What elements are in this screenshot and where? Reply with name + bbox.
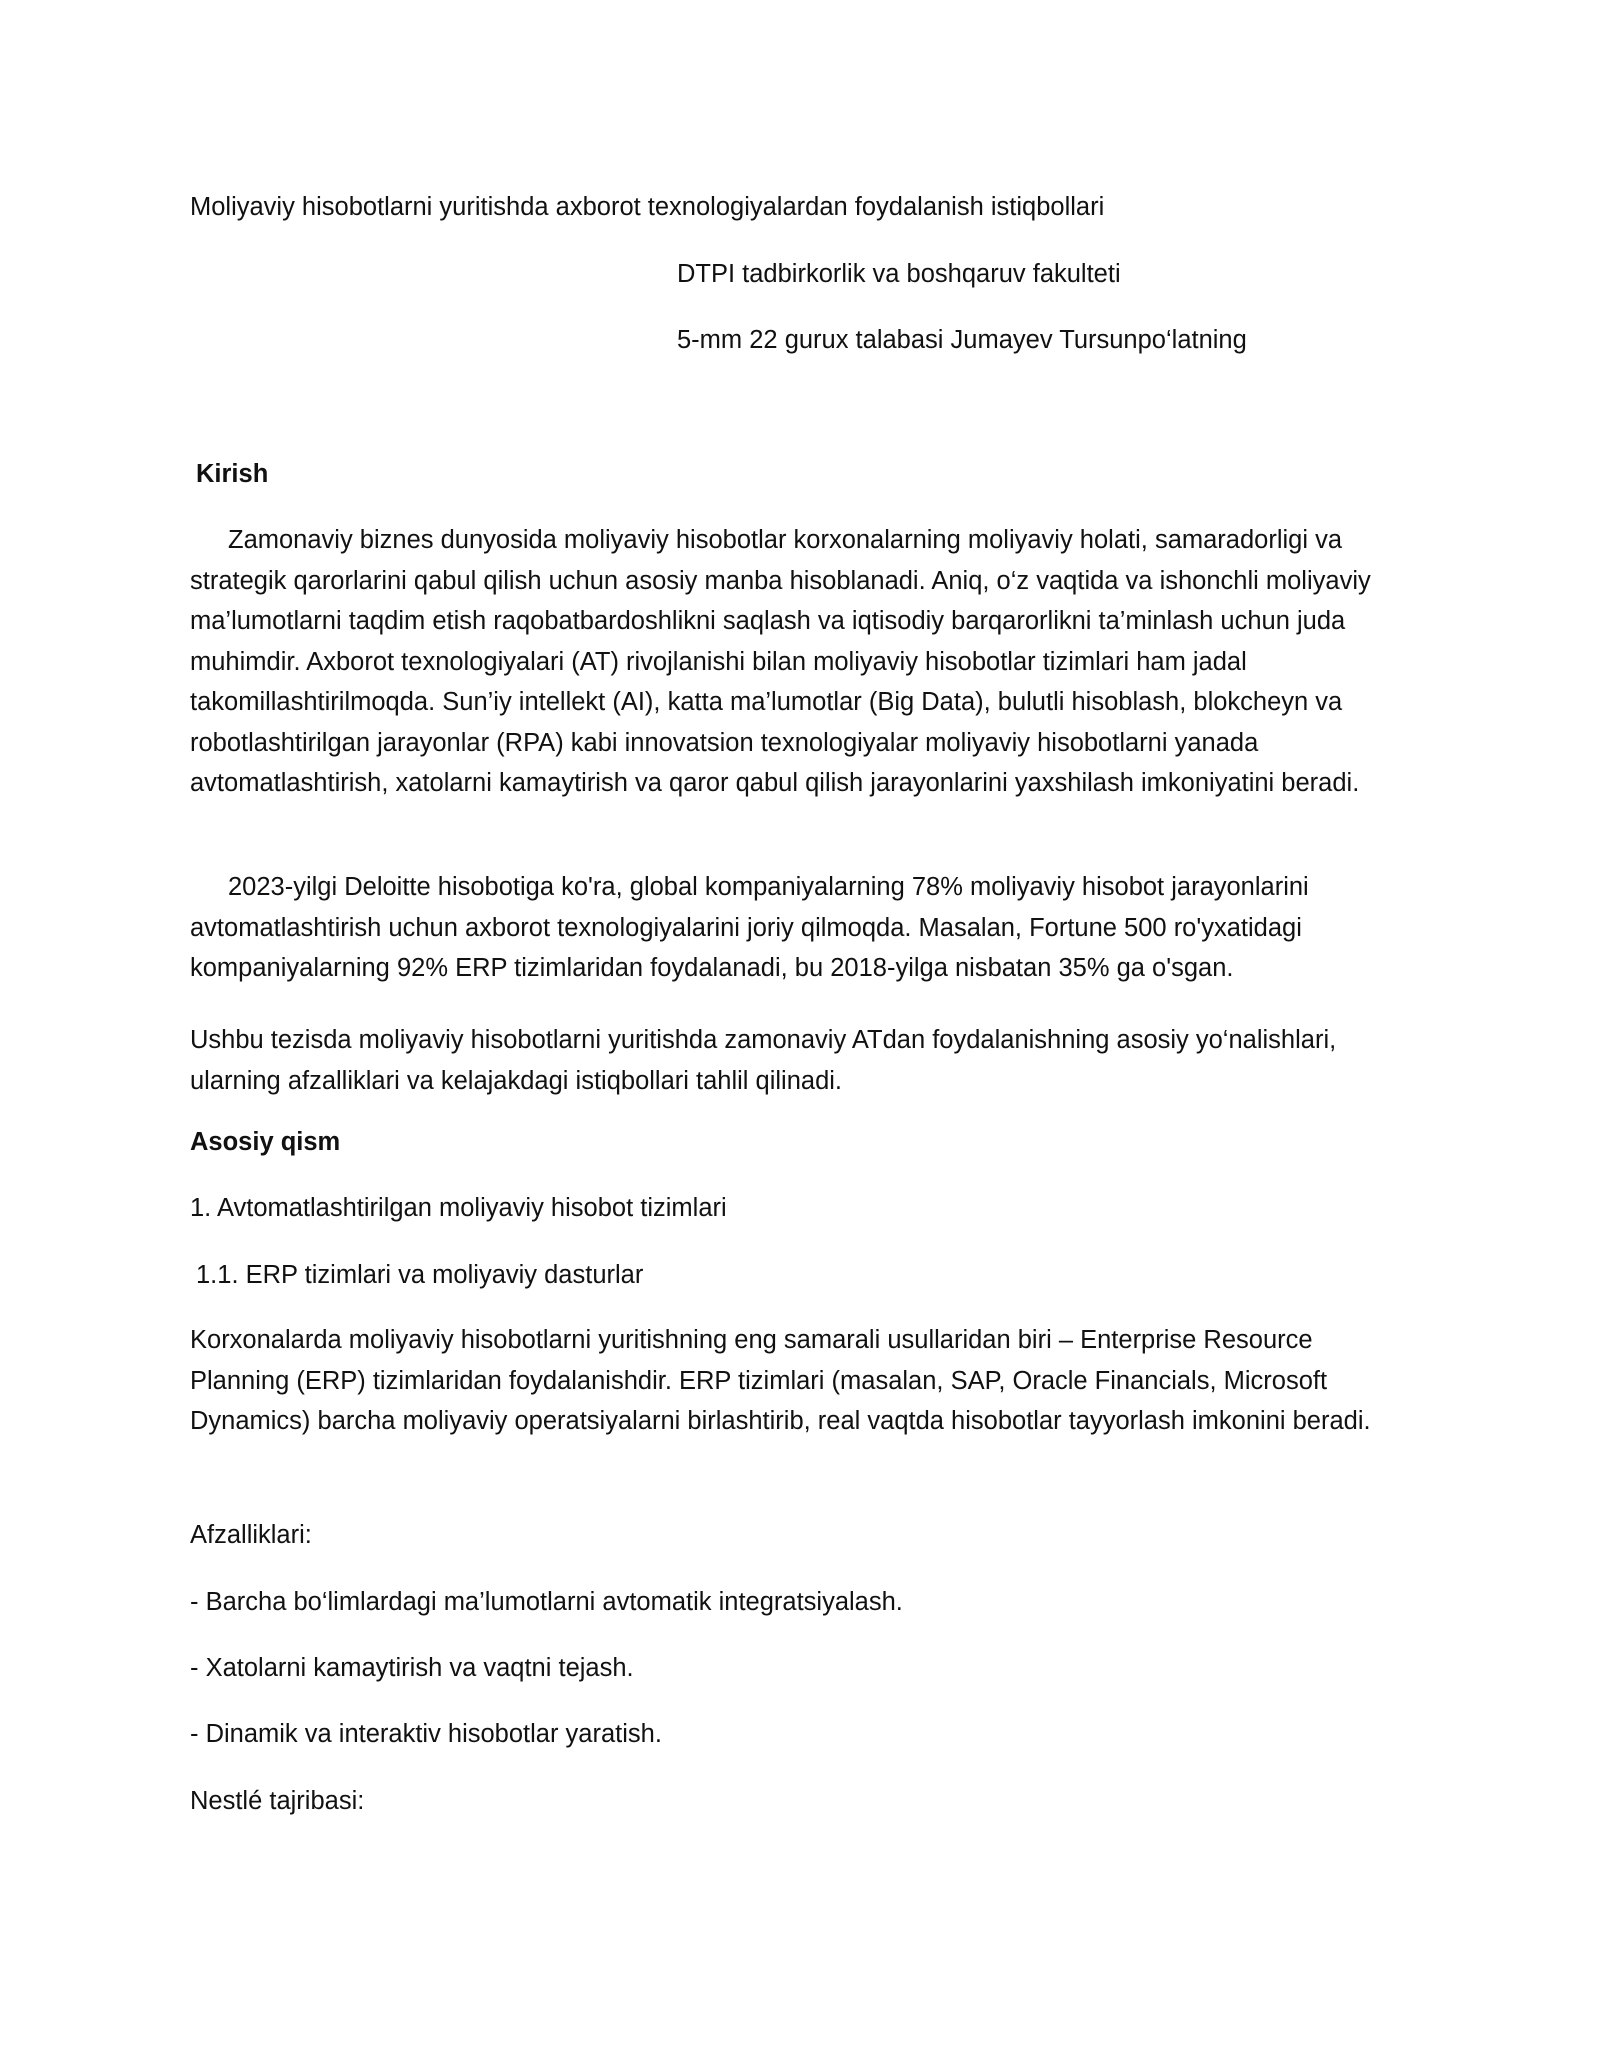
intro-paragraph-1: Zamonaviy biznes dunyosida moliyaviy hisobotlar korxonalarning moliyaviy holati, samaradorligi va strategik qarorlarini qabul qilish uchun asosiy manba hisoblanadi. Aniq, o‘z vaqtida va ishonchli moliyaviy ma’lumotlarni taqdim etish raqobatbardoshlikni saqlash va iqtisodiy barqarorlikni ta’minlash uchun juda muhimdir. Axborot texnologiyalari (AT) rivojlanishi bilan moliyaviy hisobotlar tizimlari ham jadal takomillashtirilmoqda. Sun’iy intellekt (AI), katta ma’lumotlar (Big Data), bulutli hisoblash, blokcheyn va robotlashtirilgan jarayonlar (RPA) kabi innovatsion texnologiyalar moliyaviy hisobotlarni yanada avtomatlashtirish, xatolarni kamaytirish va qaror qabul qilish jarayonlarini yaxshilash imkoniyatini beradi. [190,526,1371,797]
list-item: - Barcha bo‘limlardagi ma’lumotlarni avtomatik integratsiyalash. [190,1588,903,1616]
kirish-heading: Kirish [196,460,269,488]
asosiy-heading: Asosiy qism [190,1128,341,1156]
intro-paragraph-3: Ushbu tezisda moliyaviy hisobotlarni yuritishda zamonaviy ATdan foydalanishning asosiy yo‘nalishlari, ularning afzalliklari va kelajakdagi istiqbollari tahlil qilinadi. [190,1026,1337,1095]
nestle-label: Nestlé tajribasi: [190,1787,365,1815]
section-1-heading: 1. Avtomatlashtirilgan moliyaviy hisobot tizimlari [190,1194,727,1222]
erp-paragraph: Korxonalarda moliyaviy hisobotlarni yuritishning eng samarali usullaridan biri – Enterprise Resource Planning (ERP) tizimlaridan foydalanishdir. ERP tizimlari (masalan, SAP, Oracle Financials, Microsoft Dynamics) barcha moliyaviy operatsiyalarni birlashtirib, real vaqtda hisobotlar tayyorlash imkonini beradi. [190,1326,1371,1435]
faculty-line: DTPI tadbirkorlik va boshqaruv fakulteti [677,260,1121,288]
afzalliklari-label: Afzalliklari: [190,1521,312,1549]
student-line: 5-mm 22 gurux talabasi Jumayev Tursunpo‘latning [677,326,1247,354]
list-item: - Dinamik va interaktiv hisobotlar yaratish. [190,1720,662,1748]
intro-paragraph-2: 2023-yilgi Deloitte hisobotiga ko'ra, global kompaniyalarning 78% moliyaviy hisobot jarayonlarini avtomatlashtirish uchun axborot texnologiyalarini joriy qilmoqda. Masalan, Fortune 500 ro'yxatidagi kompaniyalarning 92% ERP tizimlaridan foydalanadi, bu 2018-yilga nisbatan 35% ga o'sgan. [190,873,1309,982]
section-1-1-heading: 1.1. ERP tizimlari va moliyaviy dasturlar [196,1261,644,1289]
list-item: - Xatolarni kamaytirish va vaqtni tejash. [190,1654,634,1682]
document-title: Moliyaviy hisobotlarni yuritishda axborot texnologiyalardan foydalanish istiqbollari [190,193,1105,221]
